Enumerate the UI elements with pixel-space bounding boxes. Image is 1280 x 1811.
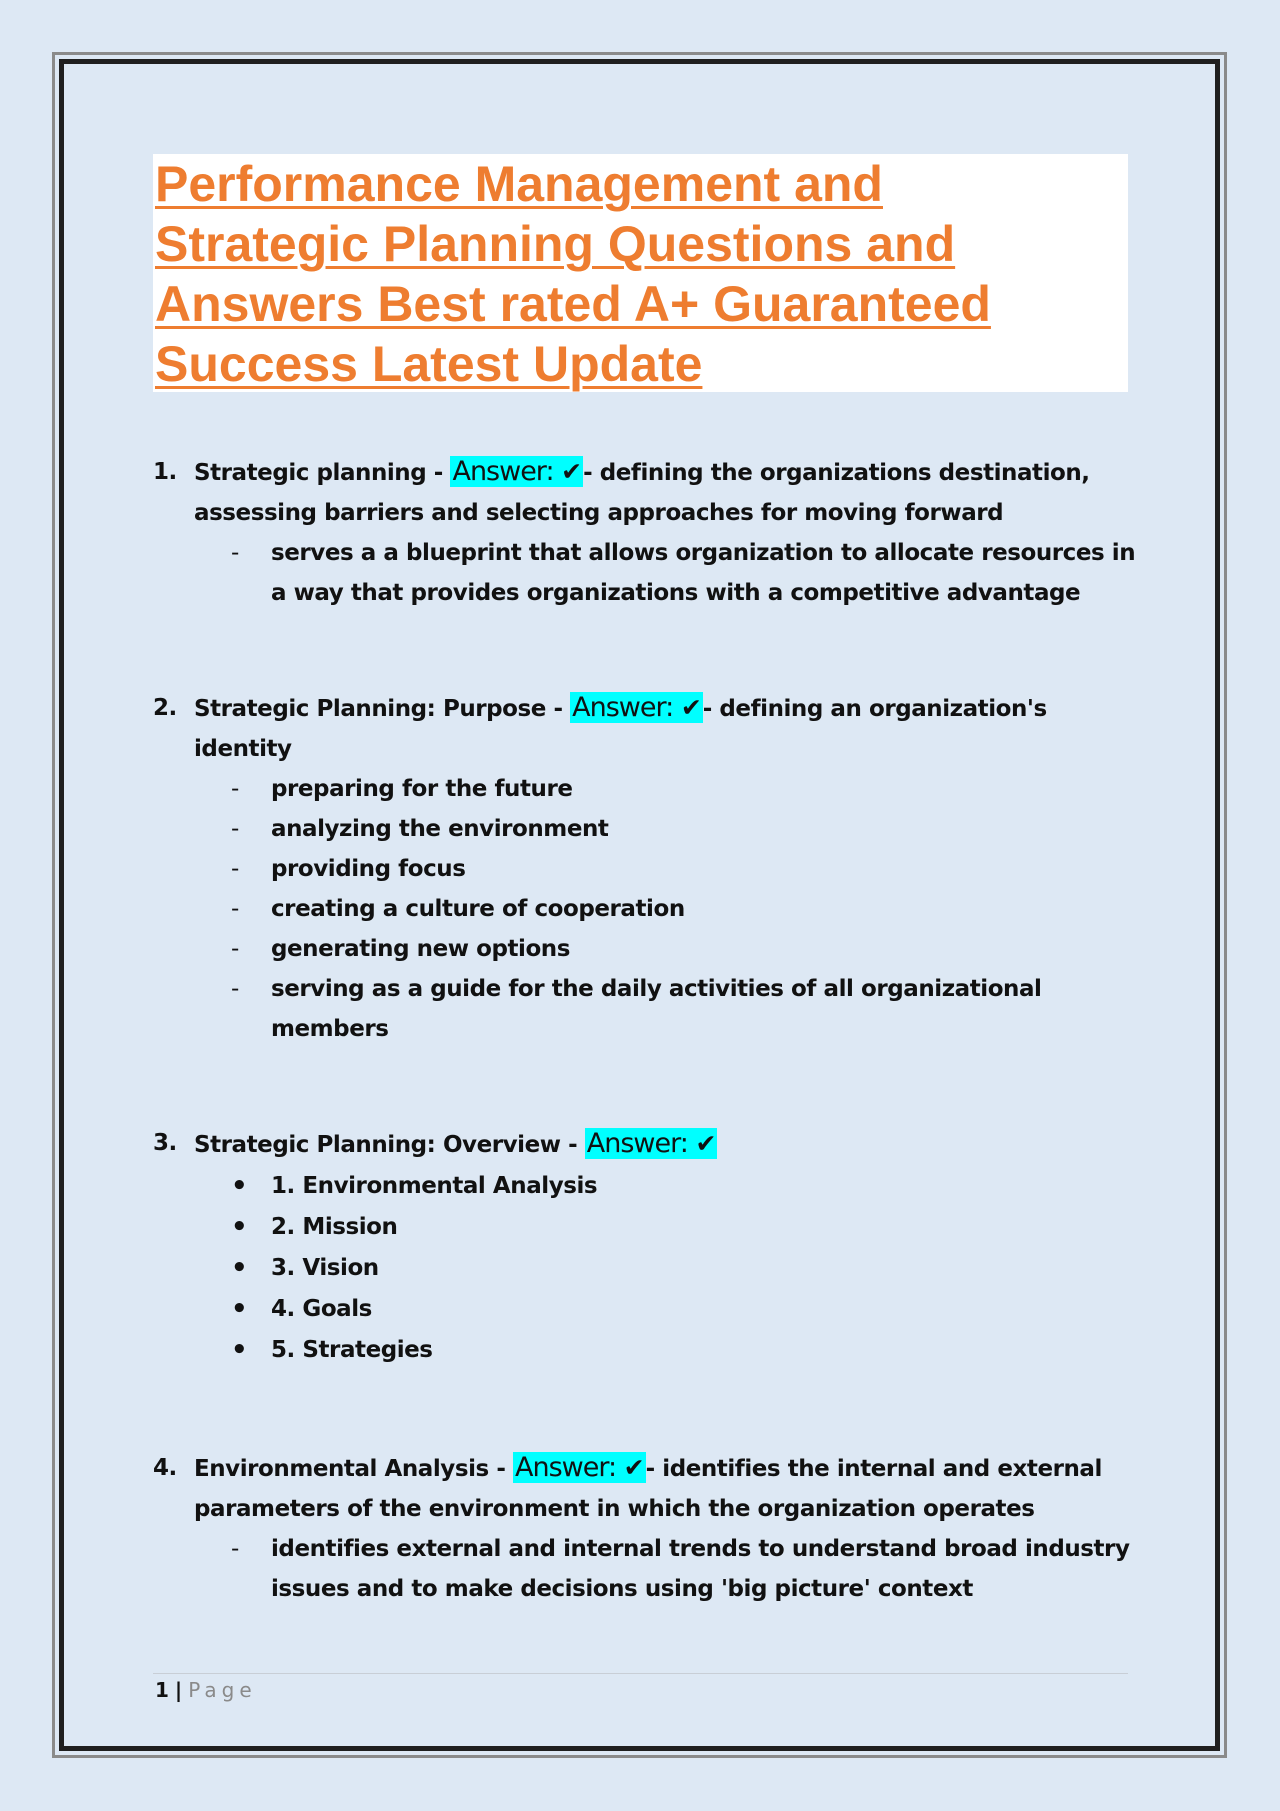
footer-separator: | <box>174 1678 183 1702</box>
question-number: 3. <box>153 1130 177 1156</box>
answer-highlight <box>585 1128 718 1159</box>
page-label: Page <box>188 1678 257 1702</box>
bullet-item-text: 4. Goals <box>271 1296 372 1322</box>
dash-marker: - <box>231 1536 239 1562</box>
question-number: 4. <box>153 1455 177 1481</box>
answer-highlight <box>450 456 583 487</box>
bullet-item-text: 1. Environmental Analysis <box>271 1173 598 1199</box>
sub-item <box>153 889 1143 929</box>
question-1 <box>153 452 1143 613</box>
bullet-marker: • <box>231 1294 248 1324</box>
sub-item-line: generating new options <box>271 936 570 962</box>
sub-item-line: issues and to make decisions using 'big picture' context <box>271 1576 973 1602</box>
answer-continuation: identity <box>194 736 292 762</box>
check-icon: ✔︎ <box>695 1129 716 1158</box>
bullet-item-text: 5. Strategies <box>271 1337 433 1363</box>
sub-item-line: serves a a blueprint that allows organization to allocate resources in <box>271 540 1136 566</box>
question-number: 1. <box>153 459 177 485</box>
footer-divider <box>153 1673 1128 1674</box>
bullet-item-text: 3. Vision <box>271 1255 379 1281</box>
answer-label: Answer: <box>514 1452 617 1483</box>
sub-item <box>153 969 1143 1049</box>
answer-text: - identifies the internal and external <box>645 1456 1102 1482</box>
bullet-item-text: 2. Mission <box>271 1214 398 1240</box>
sub-item <box>153 1529 1143 1609</box>
dash-marker: - <box>231 896 239 922</box>
answer-continuation: parameters of the environment in which the organization operates <box>194 1496 1035 1522</box>
sub-item-line: members <box>271 1016 389 1042</box>
dash-marker: - <box>231 540 239 566</box>
sub-item <box>153 809 1143 849</box>
dash-marker: - <box>231 816 239 842</box>
question-term: Strategic Planning: Purpose - <box>194 696 563 722</box>
bullet-item <box>153 1248 1143 1289</box>
page-footer <box>155 1678 257 1702</box>
question-term: Strategic planning - <box>194 460 443 486</box>
sub-item-line: preparing for the future <box>271 776 573 802</box>
sub-item <box>153 929 1143 969</box>
dash-marker: - <box>231 936 239 962</box>
sub-item <box>153 769 1143 809</box>
question-4 <box>153 1448 1143 1609</box>
bullet-marker: • <box>231 1335 248 1365</box>
sub-item <box>153 849 1143 889</box>
answer-highlight <box>570 692 703 723</box>
question-line <box>153 452 1143 493</box>
sub-item-line: providing focus <box>271 856 466 882</box>
question-line <box>153 688 1143 729</box>
question-term: Environmental Analysis - <box>194 1456 506 1482</box>
document-title: Performance Management and Strategic Planning Questions and Answers Best rated A+ Guaranteed Success Latest Update <box>155 156 991 392</box>
answer-continuation: assessing barriers and selecting approaches for moving forward <box>194 500 1004 526</box>
answer-highlight <box>513 1452 646 1483</box>
bullet-marker: • <box>231 1171 248 1201</box>
question-line <box>153 1448 1143 1489</box>
sub-item <box>153 533 1143 613</box>
sub-item-line: creating a culture of cooperation <box>271 896 685 922</box>
bullet-marker: • <box>231 1212 248 1242</box>
question-number: 2. <box>153 695 177 721</box>
answer-text: - defining an organization's <box>702 696 1047 722</box>
question-line <box>153 1123 1143 1166</box>
bullet-item <box>153 1289 1143 1330</box>
check-icon: ✔︎ <box>561 457 582 486</box>
sub-item-line: a way that provides organizations with a competitive advantage <box>271 580 1081 606</box>
sub-item-line: serving as a guide for the daily activities of all organizational <box>271 976 1042 1002</box>
check-icon: ✔︎ <box>680 693 701 722</box>
answer-label: Answer: <box>452 456 554 487</box>
bullet-marker: • <box>231 1253 248 1283</box>
sub-item-line: identifies external and internal trends to understand broad industry <box>271 1536 1130 1562</box>
bullet-item <box>153 1330 1143 1371</box>
dash-marker: - <box>231 776 239 802</box>
bullet-item <box>153 1207 1143 1248</box>
answer-text: - defining the organizations destination, <box>583 460 1090 486</box>
question-3 <box>153 1123 1143 1371</box>
bullet-item <box>153 1166 1143 1207</box>
dash-marker: - <box>231 856 239 882</box>
answer-label: Answer: <box>572 692 674 723</box>
dash-marker: - <box>231 976 239 1002</box>
sub-item-line: analyzing the environment <box>271 816 609 842</box>
answer-label: Answer: <box>586 1128 688 1159</box>
question-term: Strategic Planning: Overview - <box>194 1132 578 1158</box>
question-2 <box>153 688 1143 1049</box>
page-number: 1 <box>155 1678 169 1702</box>
check-icon: ✔︎ <box>623 1453 644 1482</box>
